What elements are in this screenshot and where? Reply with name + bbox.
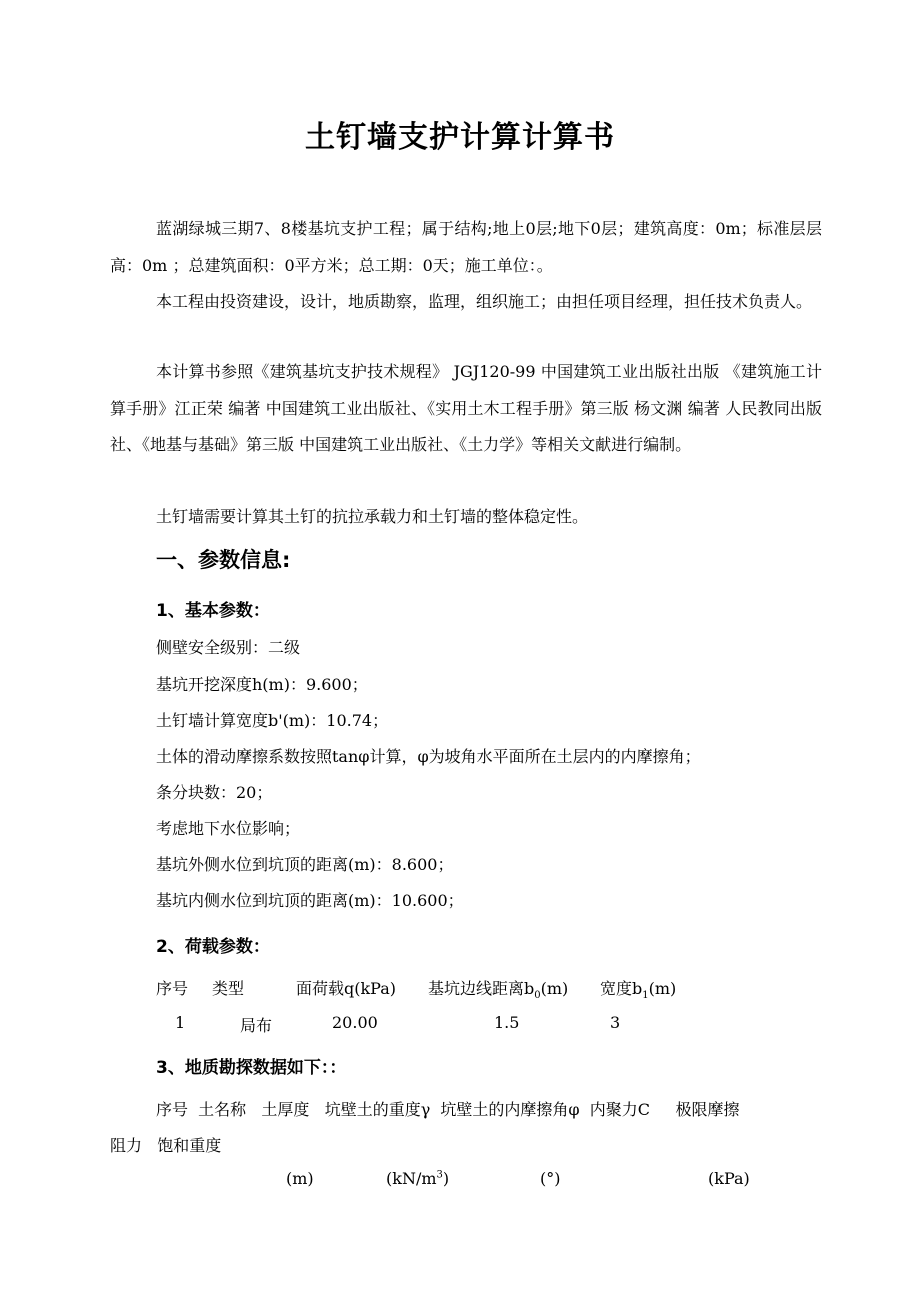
purpose-paragraph: 土钉墙需要计算其土钉的抗拉承载力和土钉墙的整体稳定性。 xyxy=(156,507,589,526)
basic-param-item: 基坑开挖深度h(m)：9.600； xyxy=(156,675,368,694)
load-cell-q: 20.00 xyxy=(332,1013,378,1032)
geology-header-line: 阻力 饱和重度 xyxy=(110,1136,222,1155)
load-header-type: 类型 xyxy=(212,979,245,998)
load-cell-b1: 3 xyxy=(610,1013,621,1032)
load-cell-b0: 1.5 xyxy=(494,1013,520,1032)
basic-param-item: 基坑外侧水位到坑顶的距离(m)：8.600； xyxy=(156,855,454,874)
load-cell-no: 1 xyxy=(175,1013,186,1032)
basic-param-item: 条分块数：20； xyxy=(156,783,273,802)
responsibility-paragraph: 本工程由投资建设，设计，地质勘察，监理，组织施工；由担任项目经理，担任技术负责人。 xyxy=(156,292,813,311)
geology-unit-phi: (°) xyxy=(540,1169,561,1188)
load-header-no: 序号 xyxy=(156,979,189,998)
geology-unit-c: (kPa) xyxy=(708,1169,750,1188)
project-info-paragraph: 蓝湖绿城三期7、8楼基坑支护工程；属于结构;地上0层;地下0层；建筑高度：0m；标准层层高：0m ；总建筑面积：0平方米；总工期：0天；施工单位：。 xyxy=(110,219,822,275)
subsection-heading-geology: 3、地质勘探数据如下：： xyxy=(156,1058,347,1078)
load-cell-type: 局布 xyxy=(240,1016,273,1035)
basic-param-item: 侧壁安全级别：二级 xyxy=(156,638,301,657)
section-heading-parameters: 一、参数信息: xyxy=(156,548,291,572)
basic-param-item: 土体的滑动摩擦系数按照tanφ计算，φ为坡角水平面所在土层内的内摩擦角； xyxy=(156,747,701,766)
subsection-heading-load: 2、荷载参数： xyxy=(156,937,270,957)
geology-unit-thickness: (m) xyxy=(286,1169,314,1188)
load-header-b1: 宽度$b_1(m)$ xyxy=(600,979,677,1002)
geology-unit-gamma: $(kN/m^3)$ xyxy=(386,1169,450,1188)
basic-param-item: 考虑地下水位影响； xyxy=(156,819,301,838)
basic-param-item: 基坑内侧水位到坑顶的距离(m)：10.600； xyxy=(156,891,464,910)
load-header-q: 面荷载q(kPa) xyxy=(296,979,397,998)
basic-param-item: 土钉墙计算宽度b'(m)：10.74； xyxy=(156,711,389,730)
subsection-heading-basic: 1、基本参数： xyxy=(156,601,270,621)
document-title: 土钉墙支护计算计算书 xyxy=(305,120,615,155)
geology-header-line: 序号 土名称 土厚度 坑壁土的重度γ 坑壁土的内摩擦角φ 内聚力C 极限摩擦 xyxy=(156,1100,740,1119)
load-header-b0: 基坑边线距离$b_0(m)$ xyxy=(428,979,569,1002)
references-paragraph: 本计算书参照《建筑基坑支护技术规程》 JGJ120-99 中国建筑工业出版社出版 《建筑施工计算手册》江正荣 编著 中国建筑工业出版社、《实用土木工程手册》第三版 杨文渊 编著 人民教同出版社、《地基与基础》第三版 中国建筑工业出版社、《土力学》等相关文献进行编制。 xyxy=(110,362,822,454)
